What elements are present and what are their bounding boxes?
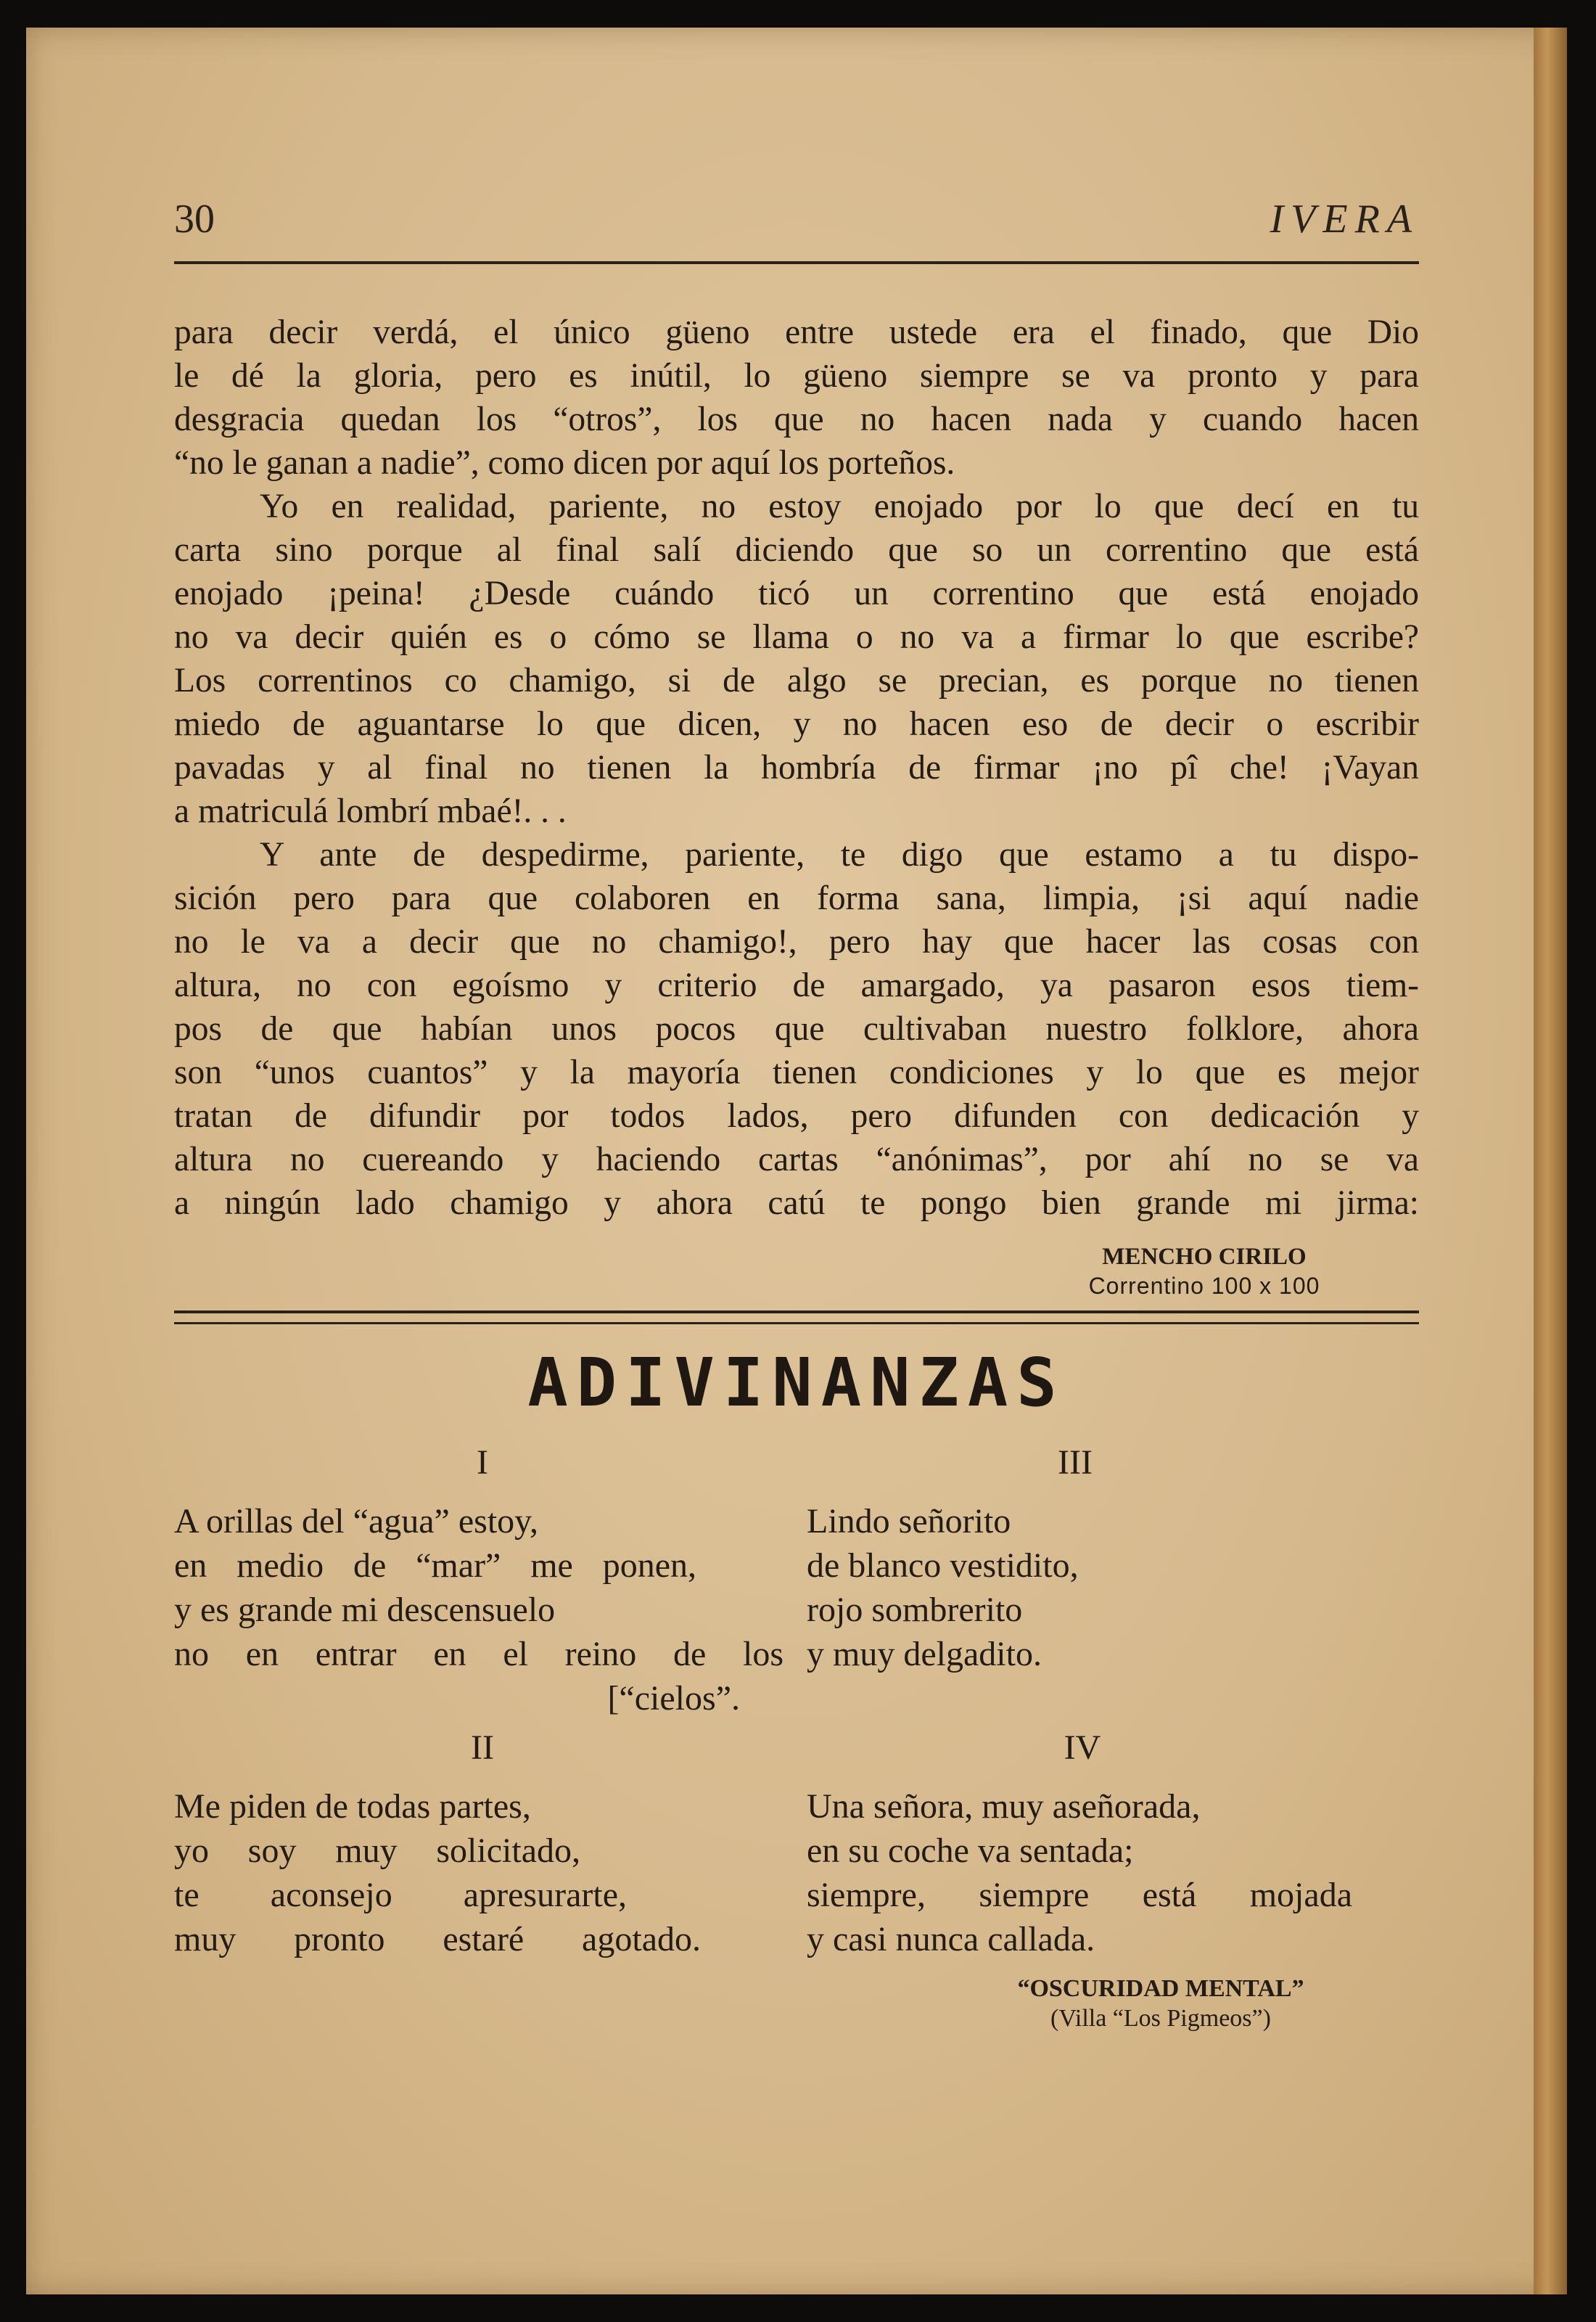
riddle-line: en medio de “mar” me ponen,	[174, 1546, 696, 1585]
riddle-numeral: I	[477, 1443, 488, 1482]
riddle-line: yo soy muy solicitado,	[174, 1831, 580, 1870]
header-rule	[174, 261, 1419, 264]
text-line: para decir verdá, el único güeno entre ustede era el finado, que Dio	[174, 313, 1419, 351]
section-divider	[174, 1322, 1419, 1324]
text-line: son “unos cuantos” y la mayoría tienen condiciones y lo que es mejor	[174, 1054, 1419, 1091]
page-header	[174, 196, 1419, 242]
riddle-2	[174, 1726, 791, 1961]
riddle-line: de blanco vestidito,	[807, 1546, 1079, 1585]
riddle-line: te aconsejo apresurarte,	[174, 1876, 627, 1914]
text-line: desgracia quedan los “otros”, los que no hacen nada y cuando hacen	[174, 401, 1419, 438]
riddle-line: rojo sombrerito	[807, 1591, 1023, 1629]
text-line: enojado ¡peina! ¿Desde cuándo ticó un correntino que está enojado	[174, 575, 1419, 612]
riddle-3	[807, 1440, 1344, 1676]
letter-body	[174, 311, 1419, 1225]
text-line: pos de que habían unos pocos que cultivaban nuestro folklore, ahora	[174, 1010, 1419, 1048]
section-divider	[174, 1310, 1419, 1313]
credit-name: “OSCURIDAD MENTAL”	[1017, 1975, 1304, 2002]
letter-signature	[1030, 1242, 1378, 1300]
riddle-numeral: III	[1058, 1443, 1093, 1482]
text-line: carta sino porque al final salí diciendo que so un correntino que está	[174, 531, 1419, 569]
riddle-numeral: II	[471, 1728, 494, 1767]
binding-spine	[1534, 28, 1567, 2294]
signature-subtitle: Correntino 100 x 100	[1088, 1273, 1320, 1299]
riddle-line: Lindo señorito	[807, 1502, 1011, 1541]
text-line: miedo de aguantarse lo que dicen, y no hacen eso de decir o escribir	[174, 705, 1419, 743]
signature-name: MENCHO CIRILO	[1102, 1244, 1307, 1270]
riddle-line: no en entrar en el reino de los	[174, 1635, 783, 1673]
text-line: pavadas y al final no tienen la hombría de firmar ¡no pî che! ¡Vayan	[174, 749, 1419, 787]
text-line: Y ante de despedirme, pariente, te digo que estamo a tu dispo-	[260, 836, 1419, 874]
running-title: IVERA	[1270, 197, 1419, 242]
credit-place: (Villa “Los Pigmeos”)	[1050, 2005, 1271, 2032]
riddle-line: A orillas del “agua” estoy,	[174, 1502, 539, 1541]
page-number: 30	[174, 197, 215, 242]
text-line: altura, no con egoísmo y criterio de amargado, ya pasaron esos tiem-	[174, 967, 1419, 1004]
text-line: a ningún lado chamigo y ahora catú te pongo bien grande mi jirma:	[174, 1184, 1419, 1222]
text-line: a matriculá lombrí mbaé!. . .	[174, 792, 567, 830]
riddle-line: y muy delgadito.	[807, 1635, 1042, 1673]
text-line: Los correntinos co chamigo, si de algo se precian, es porque no tienen	[174, 662, 1419, 700]
riddle-4	[807, 1726, 1358, 1961]
riddle-1	[174, 1440, 791, 1720]
text-line: no va decir quién es o cómo se llama o no va a firmar lo que escribe?	[174, 618, 1419, 656]
text-line: Yo en realidad, pariente, no estoy enojado por lo que decí en tu	[260, 488, 1419, 525]
riddle-line: siempre, siempre está mojada	[807, 1876, 1352, 1914]
riddle-line: Una señora, muy aseñorada,	[807, 1787, 1201, 1826]
riddle-numeral: IV	[1064, 1728, 1101, 1767]
riddle-line: [“cielos”.	[607, 1679, 740, 1718]
riddle-line: y es grande mi descensuelo	[174, 1591, 556, 1629]
text-line: sición pero para que colaboren en forma sana, limpia, ¡si aquí nadie	[174, 879, 1419, 917]
riddle-line: y casi nunca callada.	[807, 1920, 1095, 1958]
section-title: ADIVINANZAS	[527, 1344, 1066, 1421]
text-line: “no le ganan a nadie”, como dicen por aquí los porteños.	[174, 444, 955, 482]
text-line: no le va a decir que no chamigo!, pero hay que hacer las cosas con	[174, 923, 1419, 961]
text-line: altura no cuereando y haciendo cartas “anónimas”, por ahí no se va	[174, 1141, 1419, 1178]
riddle-line: Me piden de todas partes,	[174, 1787, 531, 1826]
riddle-line: muy pronto estaré agotado.	[174, 1920, 701, 1958]
text-line: tratan de difundir por todos lados, pero difunden con dedicación y	[174, 1097, 1419, 1135]
riddle-line: en su coche va sentada;	[807, 1831, 1134, 1870]
riddles-credit	[907, 1974, 1415, 2033]
text-line: le dé la gloria, pero es inútil, lo güeno siempre se va pronto y para	[174, 357, 1419, 395]
